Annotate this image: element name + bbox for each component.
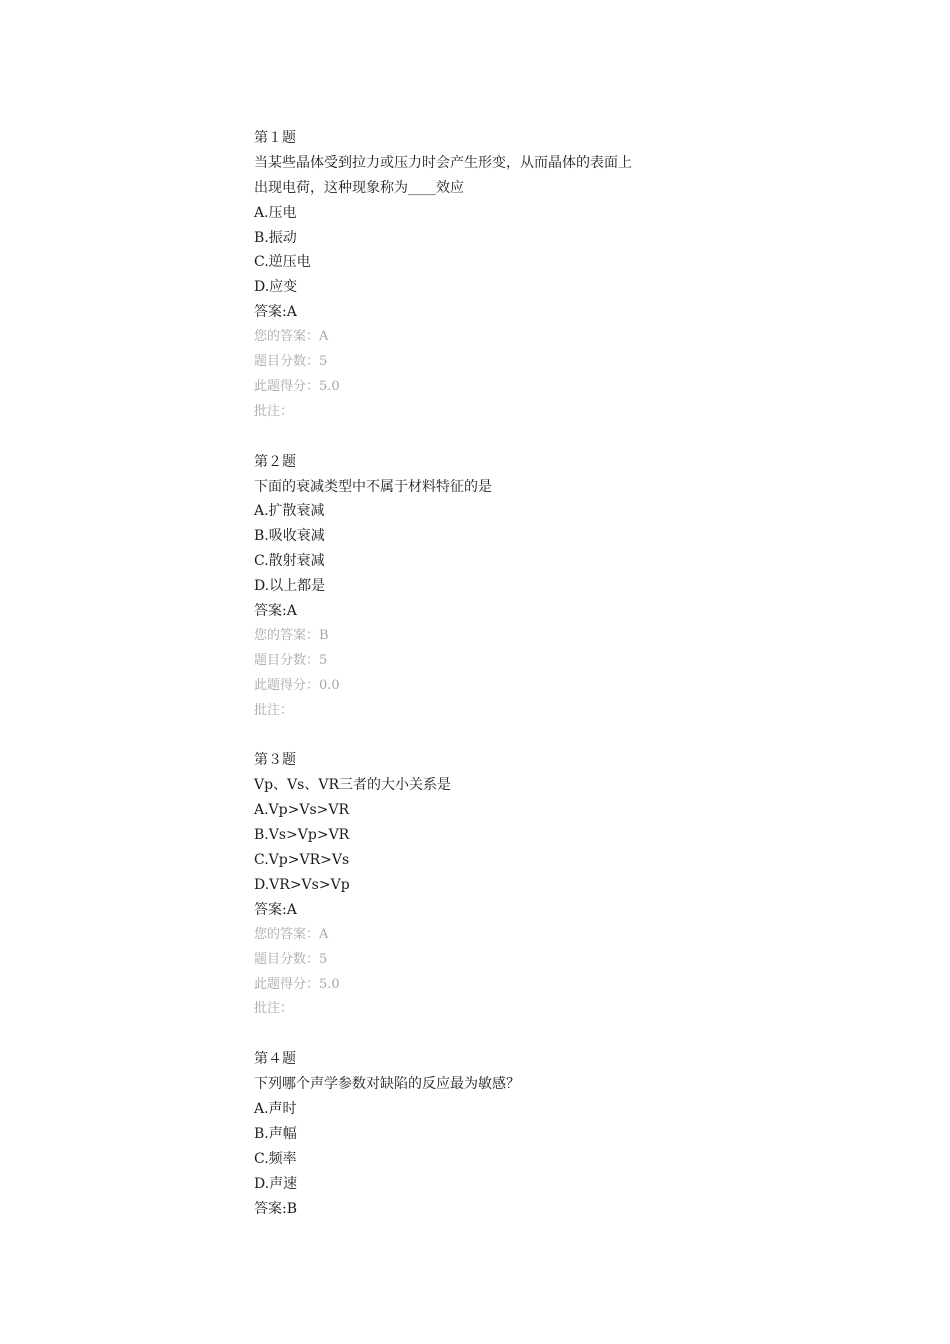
correct-answer: 答案:A [254, 603, 297, 620]
question-title: 第３题 [254, 752, 296, 769]
correct-answer: 答案:A [254, 304, 297, 321]
option-b: B.声幅 [254, 1125, 297, 1142]
question-stem: 当某些晶体受到拉力或压力时会产生形变，从而晶体的表面上 [254, 154, 632, 171]
exam-document [254, 126, 714, 1222]
question-3 [254, 748, 714, 1022]
question-title: 第２题 [254, 453, 296, 470]
option-a: A.声时 [254, 1101, 297, 1118]
earned-score: 此题得分：5.0 [254, 378, 340, 394]
your-answer: 您的答案：A [254, 926, 329, 942]
question-4 [254, 1047, 714, 1221]
question-title: 第４题 [254, 1051, 296, 1068]
your-answer: 您的答案：B [254, 627, 329, 643]
question-1 [254, 126, 714, 425]
earned-score: 此题得分：5.0 [254, 976, 340, 992]
question-title: 第１题 [254, 130, 296, 146]
option-d: D.应变 [254, 279, 298, 296]
option-c: C.Vp>VR>Vs [254, 852, 350, 869]
question-stem: 下列哪个声学参数对缺陷的反应最为敏感？ [254, 1076, 520, 1093]
option-b: B.振动 [254, 229, 297, 246]
option-d: D.声速 [254, 1175, 298, 1192]
question-stem: 下面的衰减类型中不属于材料特征的是 [254, 478, 492, 495]
comment: 批注： [254, 1001, 294, 1017]
option-d: D.VR>Vs>Vp [254, 876, 350, 893]
comment: 批注： [254, 702, 294, 718]
option-c: C.逆压电 [254, 254, 311, 271]
option-b: B.Vs>Vp>VR [254, 827, 350, 844]
question-2 [254, 450, 714, 724]
option-d: D.以上都是 [254, 578, 326, 595]
option-a: A.Vp>Vs>VR [254, 802, 350, 819]
question-score: 题目分数：5 [254, 354, 328, 370]
option-c: C.散射衰减 [254, 553, 325, 570]
option-a: A.压电 [254, 204, 297, 221]
earned-score: 此题得分：0.0 [254, 677, 340, 693]
option-b: B.吸收衰减 [254, 528, 325, 545]
your-answer: 您的答案：A [254, 329, 329, 345]
option-a: A.扩散衰减 [254, 503, 325, 520]
question-score: 题目分数：5 [254, 951, 328, 967]
comment: 批注： [254, 403, 294, 419]
question-stem: 出现电荷，这种现象称为____效应 [254, 179, 464, 196]
correct-answer: 答案:A [254, 901, 297, 918]
question-score: 题目分数：5 [254, 652, 328, 668]
option-c: C.频率 [254, 1150, 297, 1167]
question-stem: Vp、Vs、VR三者的大小关系是 [254, 777, 452, 794]
correct-answer: 答案:B [254, 1200, 298, 1217]
